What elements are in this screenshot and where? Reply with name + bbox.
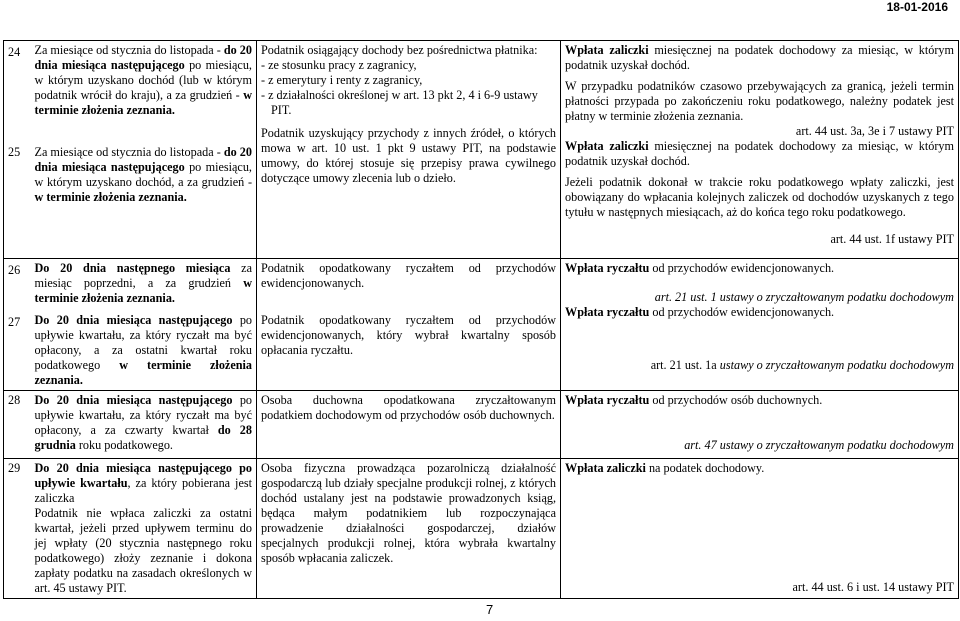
row-number: 29 [8,461,21,475]
taxpayer-cell [257,41,561,259]
tax-deadlines-table [3,40,959,599]
taxpayer-text: Podatnik opodatkowany ryczałtem od przychodów ewidencjonowanych, który wybrał kwartalny sposób opłacania ryczałtu. [261,313,556,357]
deadline-cell [31,391,257,459]
obligation-note: Jeżeli podatnik dokonał w trakcie roku podatkowego wpłaty zaliczki, jest obowiązany do wpłacania kolejnych zaliczek od dochodów uzyskanych z tego tytułu w następnych miesiącach, aż do końca tego roku podatkowego. [565,175,954,219]
legal-reference: art. 44 ust. 6 i ust. 14 ustawy PIT [792,580,954,594]
page-number: 7 [486,602,494,617]
obligation-cell [561,391,959,459]
row-number-cell [4,41,31,259]
taxpayer-item: - ze stosunku pracy z zagranicy, [261,58,417,72]
taxpayer-cell [257,459,561,599]
table-row [4,459,959,599]
row-number: 24 [8,45,21,59]
taxpayer-cell [257,259,561,391]
row-number-cell [4,391,31,459]
obligation-text: Wpłata zaliczki na podatek dochodowy. [565,461,765,475]
row-number: 28 [8,393,21,407]
legal-reference: art. 21 ust. 1a ustawy o zryczałtowanym podatku dochodowym [650,358,954,372]
taxpayer-text: Podatnik uzyskujący przychody z innych źródeł, o których mowa w art. 10 ust. 1 pkt 9 ustawy PIT, na podstawie umowy, do której stosuje się przepisy prawa cywilnego dotyczące umowy zlecenia lub o dzieło. [261,126,556,185]
taxpayer-item: - z emerytury i renty z zagranicy, [261,73,423,87]
legal-reference: art. 44 ust. 1f ustawy PIT [830,232,954,246]
obligation-text: Wpłata ryczałtu od przychodów ewidencjonowanych. [565,305,835,319]
taxpayer-text: Podatnik osiągający dochody bez pośrednictwa płatnika: [261,43,538,57]
deadline-text: Za miesiące od stycznia do listopada - do 20 dnia miesiąca następującego po miesiącu, w którym uzyskano dochód, a za grudzień - w terminie złożenia zeznania. [34,145,252,204]
obligation-text: Wpłata ryczałtu od przychodów ewidencjonowanych. [565,261,835,275]
table-row [4,259,959,391]
legal-reference: art. 47 ustawy o zryczałtowanym podatku dochodowym [684,438,954,452]
legal-reference: art. 44 ust. 3a, 3e i 7 ustawy PIT [795,124,954,138]
row-number: 27 [8,315,21,329]
row-number-cell [4,259,31,391]
taxpayer-cell [257,391,561,459]
taxpayer-text: Osoba duchowna opodatkowana zryczałtowanym podatkiem dochodowym od przychodów osób duchownych. [261,393,556,422]
obligation-text: Wpłata ryczałtu od przychodów osób duchownych. [565,393,823,407]
table-row [4,391,959,459]
deadline-cell [31,259,257,391]
obligation-text: Wpłata zaliczki miesięcznej na podatek dochodowy za miesiąc, w którym podatnik uzyskał dochód. [565,139,954,168]
deadline-text: Do 20 dnia następnego miesiąca za miesiąc poprzedni, a za grudzień w terminie złożenia zeznania. [34,261,253,305]
taxpayer-text: Osoba fizyczna prowadząca pozarolniczą działalność gospodarczą lub działy specjalne produkcji rolnej, z których dochód ustalany jest na podstawie prowadzonych ksiąg, będąca małym podatnikiem lub rozpoczynająca prowadzenie działalności gospodarczej, działów specjalnych produkcji rolnej, która wybrała kwartalny sposób wpłacania zaliczek. [261,461,556,565]
page-date: 18-01-2016 [886,0,948,14]
obligation-text: Wpłata zaliczki miesięcznej na podatek dochodowy za miesiąc, w którym podatnik uzyskał dochód. [565,43,954,72]
obligation-cell [561,459,959,599]
deadline-text: Za miesiące od stycznia do listopada - do 20 dnia miesiąca następującego po miesiącu, w którym uzyskano dochód (lub w którym podatnik wrócił do kraju), a za grudzień - w terminie złożenia zeznania. [34,43,252,117]
taxpayer-item: - z działalności określonej w art. 13 pkt 2, 4 i 6-9 ustawy PIT. [261,88,538,117]
row-number: 26 [8,263,21,277]
deadline-text: Do 20 dnia miesiąca następującego po upływie kwartału, za który ryczałt ma być opłacony, a za ostatni kwartał roku podatkowego w terminie złożenia zeznania. [34,313,252,387]
obligation-cell [561,259,959,391]
deadline-text: Do 20 dnia miesiąca następującego po upływie kwartału, za który pobierana jest zaliczka [34,461,252,505]
taxpayer-text: Podatnik opodatkowany ryczałtem od przychodów ewidencjonowanych. [261,261,556,290]
deadline-cell [31,41,257,259]
table-row [4,41,959,259]
obligation-note: W przypadku podatników czasowo przebywających za granicą, jeżeli termin płatności przypada po zakończeniu roku podatkowego, należny podatek jest płatny w terminie złożenia zeznania. [565,79,954,123]
deadline-cell [31,459,257,599]
deadline-text: Do 20 dnia miesiąca następującego po upływie kwartału, za który ryczałt ma być opłacony, a za czwarty kwartał do 28 grudnia roku podatkowego. [34,393,252,452]
row-number: 25 [8,145,21,159]
row-number-cell [4,459,31,599]
legal-reference: art. 21 ust. 1 ustawy o zryczałtowanym podatku dochodowym [654,290,954,304]
deadline-note: Podatnik nie wpłaca zaliczki za ostatni kwartał, jeżeli przed upływem terminu do jej wpłaty (20 stycznia następnego roku podatkowego) złoży zeznanie i dokona zapłaty podatku na zasadach określonych w art. 45 ustawy PIT. [34,506,252,595]
obligation-cell [561,41,959,259]
